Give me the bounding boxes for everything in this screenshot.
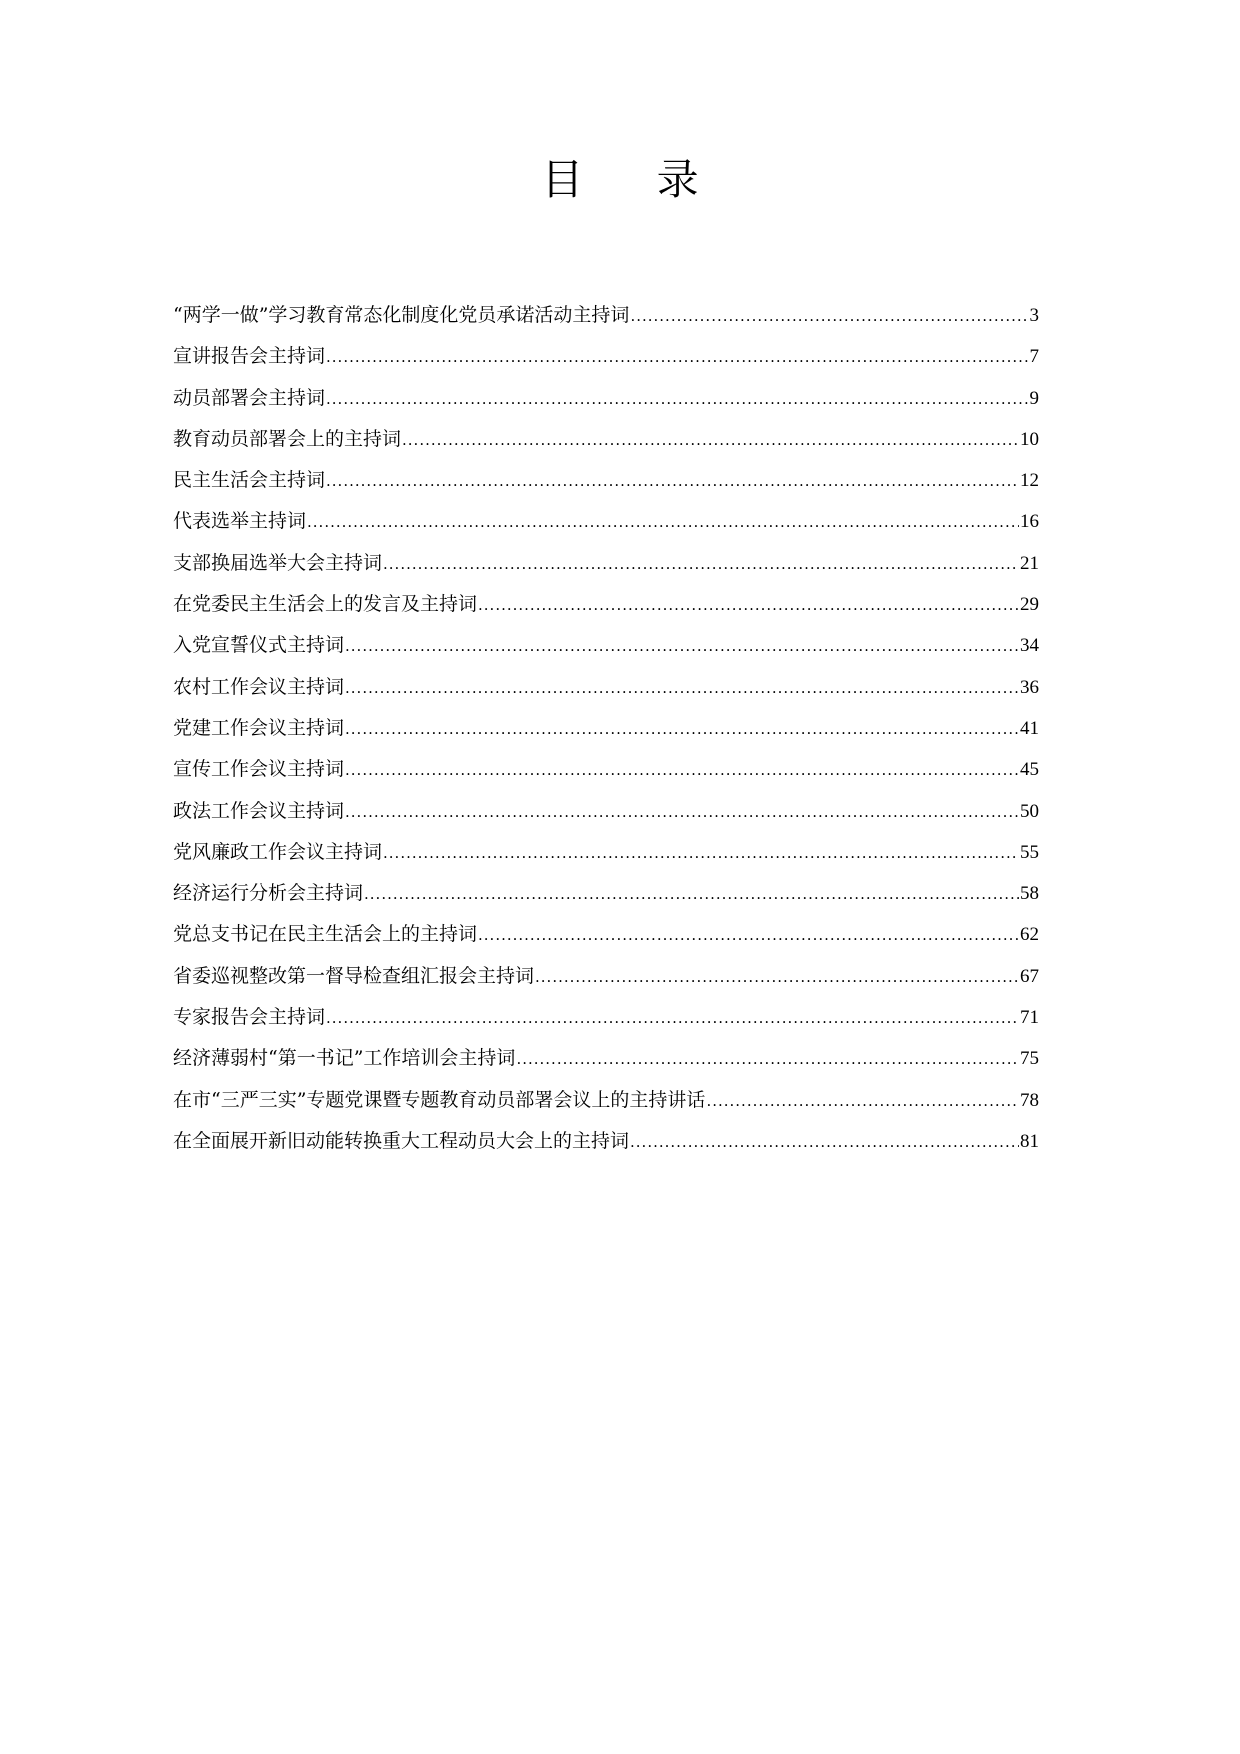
toc-entry[interactable] [173, 1080, 1039, 1121]
toc-entry[interactable] [173, 749, 1039, 790]
toc-entry[interactable] [173, 832, 1039, 873]
toc-entry[interactable] [173, 791, 1039, 832]
toc-entry-title: 在市“三严三实”专题党课暨专题教育动员部署会议上的主持讲话 [173, 1088, 706, 1111]
toc-dot-leader [383, 544, 1019, 585]
toc-entry-page-number: 29 [1020, 594, 1039, 616]
toc-dot-leader [402, 420, 1019, 461]
toc-entry-page-number: 58 [1020, 883, 1039, 905]
toc-dot-leader [478, 915, 1019, 956]
toc-entry-page-number: 67 [1020, 965, 1039, 987]
toc-dot-leader [326, 461, 1019, 502]
toc-entry-page-number: 34 [1020, 635, 1039, 657]
toc-entry[interactable] [173, 1121, 1039, 1162]
toc-entry[interactable] [173, 997, 1039, 1038]
toc-dot-leader [326, 998, 1019, 1039]
toc-entry-title: 在全面展开新旧动能转换重大工程动员大会上的主持词 [173, 1129, 630, 1152]
toc-entry-page-number: 75 [1020, 1048, 1039, 1070]
toc-dot-leader [630, 1122, 1019, 1163]
toc-entry-page-number: 50 [1020, 800, 1039, 822]
toc-entry-page-number: 81 [1020, 1130, 1039, 1152]
toc-dot-leader [535, 957, 1019, 998]
toc-entry[interactable] [173, 914, 1039, 955]
toc-entry-title: 在党委民主生活会上的发言及主持词 [173, 593, 478, 616]
toc-dot-leader [345, 626, 1019, 667]
toc-dot-leader [345, 668, 1019, 709]
toc-dot-leader [345, 750, 1019, 791]
toc-entry-page-number: 21 [1020, 552, 1039, 574]
toc-entry-title: 民主生活会主持词 [173, 469, 326, 492]
toc-dot-leader [706, 1081, 1019, 1122]
toc-entry-page-number: 10 [1020, 428, 1039, 450]
toc-entry-page-number: 45 [1020, 759, 1039, 781]
toc-entry[interactable] [173, 295, 1039, 336]
toc-entry-page-number: 7 [1029, 346, 1039, 368]
toc-entry[interactable] [173, 873, 1039, 914]
toc-entry-page-number: 55 [1020, 841, 1039, 863]
toc-entry[interactable] [173, 584, 1039, 625]
toc-entry-page-number: 9 [1029, 387, 1039, 409]
toc-entry[interactable] [173, 543, 1039, 584]
toc-entry[interactable] [173, 336, 1039, 377]
toc-entry-title: 农村工作会议主持词 [173, 675, 345, 698]
toc-entry-page-number: 62 [1020, 924, 1039, 946]
toc-entry-title: 党建工作会议主持词 [173, 716, 345, 739]
toc-entry-page-number: 3 [1029, 305, 1039, 326]
toc-entry-title: 入党宣誓仪式主持词 [173, 634, 345, 657]
toc-entry[interactable] [173, 956, 1039, 997]
toc-entry-title: 支部换届选举大会主持词 [173, 551, 383, 574]
toc-dot-leader [326, 379, 1028, 420]
toc-entry[interactable] [173, 460, 1039, 501]
toc-entry-title: 政法工作会议主持词 [173, 799, 345, 822]
toc-entry-page-number: 16 [1020, 511, 1039, 533]
toc-entry[interactable] [173, 378, 1039, 419]
page-title: 目 录 [541, 155, 729, 204]
toc-entry[interactable] [173, 501, 1039, 542]
toc-entry-title: 省委巡视整改第一督导检查组汇报会主持词 [173, 964, 535, 987]
toc-entry-title: 经济运行分析会主持词 [173, 882, 364, 905]
toc-entry-title: 专家报告会主持词 [173, 1006, 326, 1029]
toc-entry-title: 宣传工作会议主持词 [173, 758, 345, 781]
toc-entry-page-number: 12 [1020, 470, 1039, 492]
toc-dot-leader [630, 296, 1028, 337]
toc-dot-leader [307, 502, 1019, 543]
toc-dot-leader [383, 833, 1019, 874]
toc-entry-title: 经济薄弱村“第一书记”工作培训会主持词 [173, 1047, 516, 1070]
toc-entry-page-number: 78 [1020, 1089, 1039, 1111]
toc-entry[interactable] [173, 419, 1039, 460]
toc-entry[interactable] [173, 667, 1039, 708]
toc-entry-title: 宣讲报告会主持词 [173, 345, 326, 368]
toc-entry[interactable] [173, 625, 1039, 666]
toc-dot-leader [326, 337, 1028, 378]
toc-entry-page-number: 71 [1020, 1007, 1039, 1029]
toc-entry-title: 代表选举主持词 [173, 510, 307, 533]
toc-dot-leader [364, 874, 1019, 915]
toc-entry-title: 党总支书记在民主生活会上的主持词 [173, 923, 478, 946]
toc-entry-title: 党风廉政工作会议主持词 [173, 840, 383, 863]
toc-entry[interactable] [173, 1038, 1039, 1079]
toc-dot-leader [345, 709, 1019, 750]
toc-entry-title: 教育动员部署会上的主持词 [173, 427, 402, 450]
toc-entry-page-number: 36 [1020, 676, 1039, 698]
toc-dot-leader [516, 1039, 1019, 1080]
toc-entry[interactable] [173, 708, 1039, 749]
table-of-contents [173, 295, 1039, 1162]
toc-entry-page-number: 41 [1020, 717, 1039, 739]
toc-dot-leader [478, 585, 1019, 626]
toc-dot-leader [345, 792, 1019, 833]
toc-entry-title: 动员部署会主持词 [173, 386, 326, 409]
toc-entry-title: “两学一做”学习教育常态化制度化党员承诺活动主持词 [173, 304, 630, 326]
